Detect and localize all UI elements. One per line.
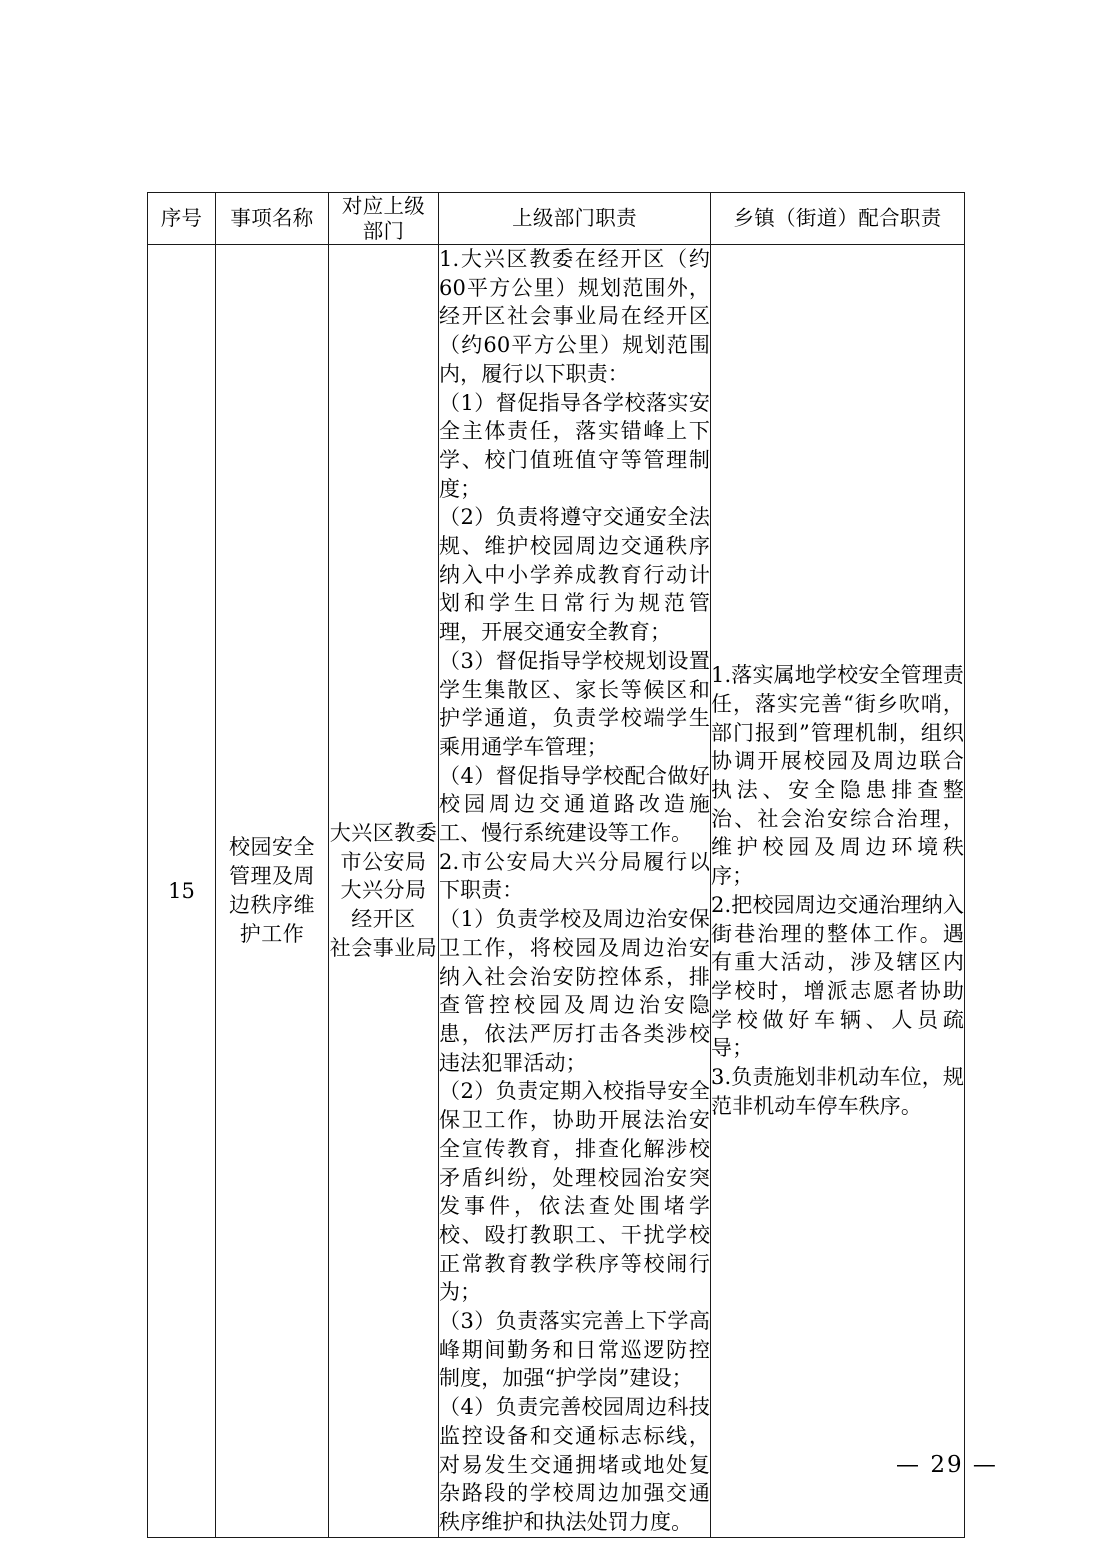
upper-duty-paragraph-1: 1.大兴区教委在经开区（约60平方公里）规划范围外，经开区社会事业局在经开区（约60平方公里）规划范围内，履行以下职责：: [439, 247, 710, 386]
column-header-sequence: 序号: [148, 193, 216, 245]
upper-dept-line-4: 经开区: [351, 907, 416, 932]
header-dept-line-1: 对应上级: [341, 193, 426, 218]
township-duty-paragraph-2: 2.把校园周边交通治理纳入街巷治理的整体工作。遇有重大活动，涉及辖区内学校时，增派志愿者协助学校做好车辆、人员疏导；: [711, 892, 964, 1061]
upper-duty-paragraph-8: （2）负责定期入校指导安全保卫工作，协助开展法治安全宣传教育，排查化解涉校矛盾纠纷，处理校园治安突发事件，依法查处围堵学校、殴打教职工、干扰学校正常教育教学秩序等校闹行为；: [439, 1079, 710, 1305]
cell-item-name: [216, 245, 329, 1538]
upper-dept-line-5: 社会事业局: [329, 935, 438, 960]
upper-duty-paragraph-2: （1）督促指导各学校落实安全主体责任，落实错峰上下学、校门值班值守等管理制度；: [439, 390, 710, 501]
cell-upper-department: [329, 245, 439, 1538]
page-number: — 29 —: [896, 1452, 998, 1478]
cell-township-duties: [711, 245, 965, 1538]
column-header-upper-department: [329, 193, 439, 245]
upper-duty-paragraph-3: （2）负责将遵守交通安全法规、维护校园周边交通秩序纳入中小学养成教育行动计划和学生日常行为规范管理，开展交通安全教育；: [439, 505, 710, 645]
upper-dept-line-1: 大兴区教委: [329, 821, 438, 846]
cell-sequence-number: 15: [148, 245, 216, 1538]
item-name-line-4: 护工作: [239, 921, 305, 946]
item-name-line-2: 管理及周: [229, 864, 315, 889]
upper-duty-paragraph-5: （4）督促指导学校配合做好校园周边交通道路改造施工、慢行系统建设等工作。: [439, 763, 710, 846]
table-row: [148, 245, 965, 1538]
township-duty-paragraph-3: 3.负责施划非机动车位，规范非机动车停车秩序。: [711, 1065, 964, 1118]
upper-duty-paragraph-4: （3）督促指导学校规划设置学生集散区、家长等候区和护学通道，负责学校端学生乘用通学车管理；: [439, 648, 710, 759]
upper-duty-paragraph-6: 2.市公安局大兴分局履行以下职责：: [439, 849, 710, 903]
township-duty-paragraph-1: 1.落实属地学校安全管理责任，落实完善“街乡吹哨，部门报到”管理机制，组织协调开展校园及周边联合执法、安全隐患排查整治、社会治安综合治理，维护校园及周边环境秩序；: [711, 663, 964, 889]
item-name-line-3: 边秩序维: [229, 892, 315, 917]
responsibility-table: [147, 192, 965, 1538]
item-name-line-1: 校园安全: [229, 835, 315, 860]
column-header-upper-duties: 上级部门职责: [439, 193, 711, 245]
upper-duty-paragraph-9: （3）负责落实完善上下学高峰期间勤务和日常巡逻防控制度，加强“护学岗”建设；: [439, 1309, 710, 1391]
column-header-township-duties: 乡镇（街道）配合职责: [711, 193, 965, 245]
upper-dept-line-3: 大兴分局: [340, 878, 427, 903]
header-dept-line-2: 部门: [362, 218, 405, 243]
table-header-row: [148, 193, 965, 245]
column-header-item-name: 事项名称: [216, 193, 329, 245]
upper-dept-line-2: 市公安局: [340, 849, 427, 874]
upper-duty-paragraph-10: （4）负责完善校园周边科技监控设备和交通标志标线，对易发生交通拥堵或地处复杂路段的学校周边加强交通秩序维护和执法处罚力度。: [439, 1395, 710, 1534]
cell-upper-duties: [439, 245, 711, 1538]
upper-duty-paragraph-7: （1）负责学校及周边治安保卫工作，将校园及周边治安纳入社会治安防控体系，排查管控校园及周边治安隐患，依法严厉打击各类涉校违法犯罪活动；: [439, 907, 710, 1075]
